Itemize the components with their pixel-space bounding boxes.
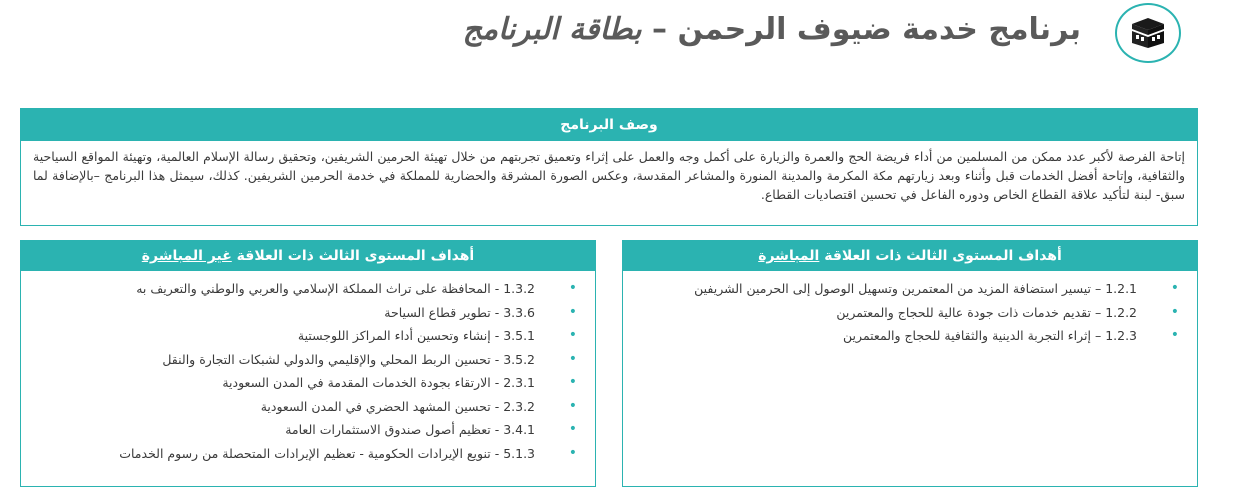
goal-code: 3.5.2 — [503, 351, 535, 367]
program-logo — [1115, 3, 1181, 63]
indirect-heading-underlined: غير المباشرة — [141, 248, 232, 264]
title-main: برنامج خدمة ضيوف الرحمن – — [652, 12, 1081, 47]
title-sub: بطاقة البرنامج — [462, 12, 642, 47]
goal-text: - تعظيم أصول صندوق الاستثمارات العامة — [285, 422, 504, 437]
goal-text: – إثراء التجربة الدينية والثقافية للحجاج والمعتمرين — [843, 328, 1106, 343]
description-text: إتاحة الفرصة لأكبر عدد ممكن من المسلمين من أداء فريضة الحج والعمرة والزيارة على أكمل وجه والعمل على إثراء وتعميق تجربتهم من خلال تهيئة الحرمين الشريفين، وتحقيق رسالة الإسلام العالمية، وتهيئة المواقع السياحية والثقافية، وإتاحة أفضل الخدمات قبل وأثناء وبعد زيارتهم مكة المكرمة والمدينة المنورة والمشاعر المقدسة، وعكس الصورة المشرقة والحضارية للمملكة في خدمة الحرمين الشريفين. كذلك، سيمثل هذا البرنامج –بالإضافة لما سبق- لبنة لتأكيد علاقة القطاع الخاص ودوره الفاعل في تحسين اقتصاديات القطاع. — [33, 149, 1185, 202]
list-item — [31, 442, 577, 466]
list-item — [31, 277, 577, 301]
list-item — [31, 324, 577, 348]
direct-objectives-box — [622, 240, 1198, 487]
list-item — [31, 301, 577, 325]
goal-text: - تنويع الإيرادات الحكومية - تعظيم الإيرادات المتحصلة من رسوم الخدمات — [119, 445, 504, 461]
goal-code: 3.3.6 — [503, 304, 535, 320]
list-item — [31, 395, 577, 419]
list-item — [31, 418, 577, 442]
list-item — [633, 324, 1179, 348]
list-item — [31, 371, 577, 395]
indirect-objectives-box — [20, 240, 596, 487]
goal-code: 1.2.1 — [1105, 281, 1137, 296]
indirect-heading-prefix: أهداف المستوى الثالث ذات العلاقة — [236, 248, 475, 264]
goal-text: - إنشاء وتحسين أداء المراكز اللوجستية — [297, 328, 504, 343]
goal-code: 5.1.3 — [503, 445, 535, 461]
description-heading: وصف البرنامج — [21, 109, 1197, 141]
program-description — [20, 108, 1198, 226]
goal-text: - تطوير قطاع السياحة — [384, 304, 504, 320]
goal-text: - تحسين المشهد الحضري في المدن السعودية — [260, 398, 504, 414]
kaaba-icon — [1128, 16, 1168, 50]
goal-code: 1.2.3 — [1105, 328, 1137, 343]
indirect-objectives-list — [21, 271, 595, 465]
list-item — [633, 301, 1179, 325]
goal-code: 1.2.2 — [1105, 304, 1137, 320]
goal-text: - المحافظة على تراث المملكة الإسلامي والعربي والوطني والتعريف به — [136, 281, 504, 296]
goal-text: – تيسير استضافة المزيد من المعتمرين وتسهيل الوصول إلى الحرمين الشريفين — [694, 281, 1106, 296]
goal-code: 2.3.1 — [503, 375, 535, 390]
goal-text: - تحسين الربط المحلي والإقليمي والدولي لشبكات التجارة والنقل — [162, 351, 504, 367]
goal-text: – تقديم خدمات ذات جودة عالية للحجاج والمعتمرين — [836, 304, 1106, 320]
list-item — [31, 348, 577, 372]
direct-objectives-list — [623, 271, 1197, 348]
direct-heading-prefix: أهداف المستوى الثالث ذات العلاقة — [824, 248, 1062, 264]
goal-text: - الارتقاء بجودة الخدمات المقدمة في المدن السعودية — [222, 375, 504, 390]
goal-code: 1.3.2 — [503, 281, 535, 296]
direct-objectives-heading — [623, 241, 1197, 271]
goal-code: 3.5.1 — [503, 328, 535, 343]
goal-code: 3.4.1 — [503, 422, 535, 437]
page-title — [463, 12, 1081, 47]
indirect-objectives-heading — [21, 241, 595, 271]
goal-code: 2.3.2 — [503, 398, 535, 414]
list-item — [633, 277, 1179, 301]
direct-heading-underlined: المباشرة — [758, 248, 820, 264]
